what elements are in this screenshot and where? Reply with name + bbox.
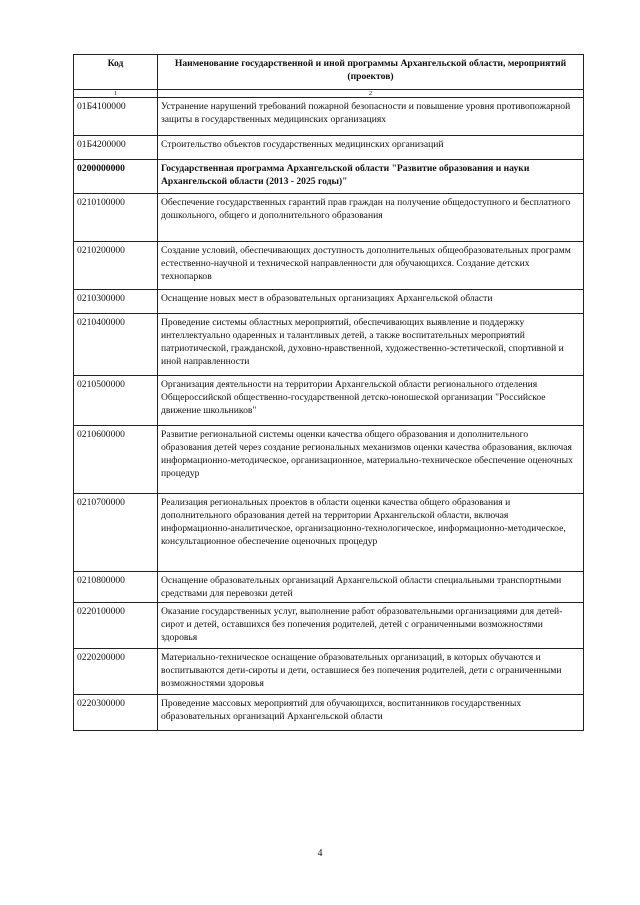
row-code: 0220200000	[74, 649, 158, 695]
header-name: Наименование государственной и иной программы Архангельской области, мероприятий (проектов)	[158, 55, 584, 90]
page-number: 4	[317, 848, 323, 859]
row-code: 0210400000	[74, 314, 158, 376]
table-row	[74, 376, 584, 426]
row-name: Создание условий, обеспечивающих доступность дополнительных общеобразовательных программ естественно-научной и технической направленности для обучающихся. Создание детских технопарков	[158, 242, 584, 290]
row-code: 0210800000	[74, 572, 158, 603]
table-row	[74, 603, 584, 649]
table-row	[74, 160, 584, 194]
row-code: 0210600000	[74, 426, 158, 494]
table-row	[74, 136, 584, 160]
table-row	[74, 242, 584, 290]
header-code: Код	[74, 55, 158, 90]
row-name: Оснащение новых мест в образовательных организациях Архангельской области	[158, 290, 584, 314]
row-name: Организация деятельности на территории Архангельской области регионального отделения Общероссийской общественно-государственной детско-юношеской организации "Российское движение школьников"	[158, 376, 584, 426]
row-name: Проведение массовых мероприятий для обучающихся, воспитанников государственных образовательных организаций Архангельской области	[158, 695, 584, 731]
row-name: Реализация региональных проектов в области оценки качества общего образования и дополнительного образования детей на территории Архангельской области, включая информационно-аналитическое, организационно-технологическое, информационно-методическое, консультационное обеспечение оценочных процедур	[158, 494, 584, 572]
row-name: Устранение нарушений требований пожарной безопасности и повышение уровня противопожарной защиты в государственных медицинских организациях	[158, 98, 584, 136]
row-name: Оказание государственных услуг, выполнение работ образовательными организациями для детей-сирот и детей, оставшихся без попечения родителей, детей с ограниченными возможностями здоровья	[158, 603, 584, 649]
table-row	[74, 98, 584, 136]
row-code: 0200000000	[74, 160, 158, 194]
row-code: 01Б4200000	[74, 136, 158, 160]
table-row	[74, 494, 584, 572]
column-number-1: 1	[74, 90, 158, 98]
row-code: 0210700000	[74, 494, 158, 572]
column-number-2: 2	[158, 90, 584, 98]
row-name: Строительство объектов государственных медицинских организаций	[158, 136, 584, 160]
row-code: 0210300000	[74, 290, 158, 314]
table-row	[74, 426, 584, 494]
table-row	[74, 649, 584, 695]
row-code: 0220300000	[74, 695, 158, 731]
row-name: Развитие региональной системы оценки качества общего образования и дополнительного образования детей через создание региональных механизмов оценки качества образования, включая информационно-методическое, организационное, материально-техническое обеспечение оценочных процедур	[158, 426, 584, 494]
table-header-row	[74, 55, 584, 90]
column-number-row	[74, 90, 584, 98]
row-name: Материально-техническое оснащение образовательных организаций, в которых обучаются и воспитываются дети-сироты и дети, оставшиеся без попечения родителей, дети с ограниченными возможностями здоровья	[158, 649, 584, 695]
table-body	[74, 98, 584, 731]
table-row	[74, 290, 584, 314]
row-code: 0220100000	[74, 603, 158, 649]
row-name: Проведение системы областных мероприятий, обеспечивающих выявление и поддержку интеллектуально одаренных и талантливых детей, а также воспитательных мероприятий патриотической, гражданской, духовно-нравственной, художественно-эстетической, спортивной и иной направленности	[158, 314, 584, 376]
budget-code-table	[73, 54, 584, 731]
row-name: Обеспечение государственных гарантий прав граждан на получение общедоступного и бесплатного дошкольного, общего и дополнительного образования	[158, 194, 584, 242]
row-name: Государственная программа Архангельской области "Развитие образования и науки Архангельской области (2013 - 2025 годы)"	[158, 160, 584, 194]
row-name: Оснащение образовательных организаций Архангельской области специальными транспортными средствами для перевозки детей	[158, 572, 584, 603]
row-code: 01Б4100000	[74, 98, 158, 136]
row-code: 0210200000	[74, 242, 158, 290]
row-code: 0210100000	[74, 194, 158, 242]
table-row	[74, 572, 584, 603]
table-row	[74, 194, 584, 242]
table-row	[74, 695, 584, 731]
row-code: 0210500000	[74, 376, 158, 426]
table-row	[74, 314, 584, 376]
